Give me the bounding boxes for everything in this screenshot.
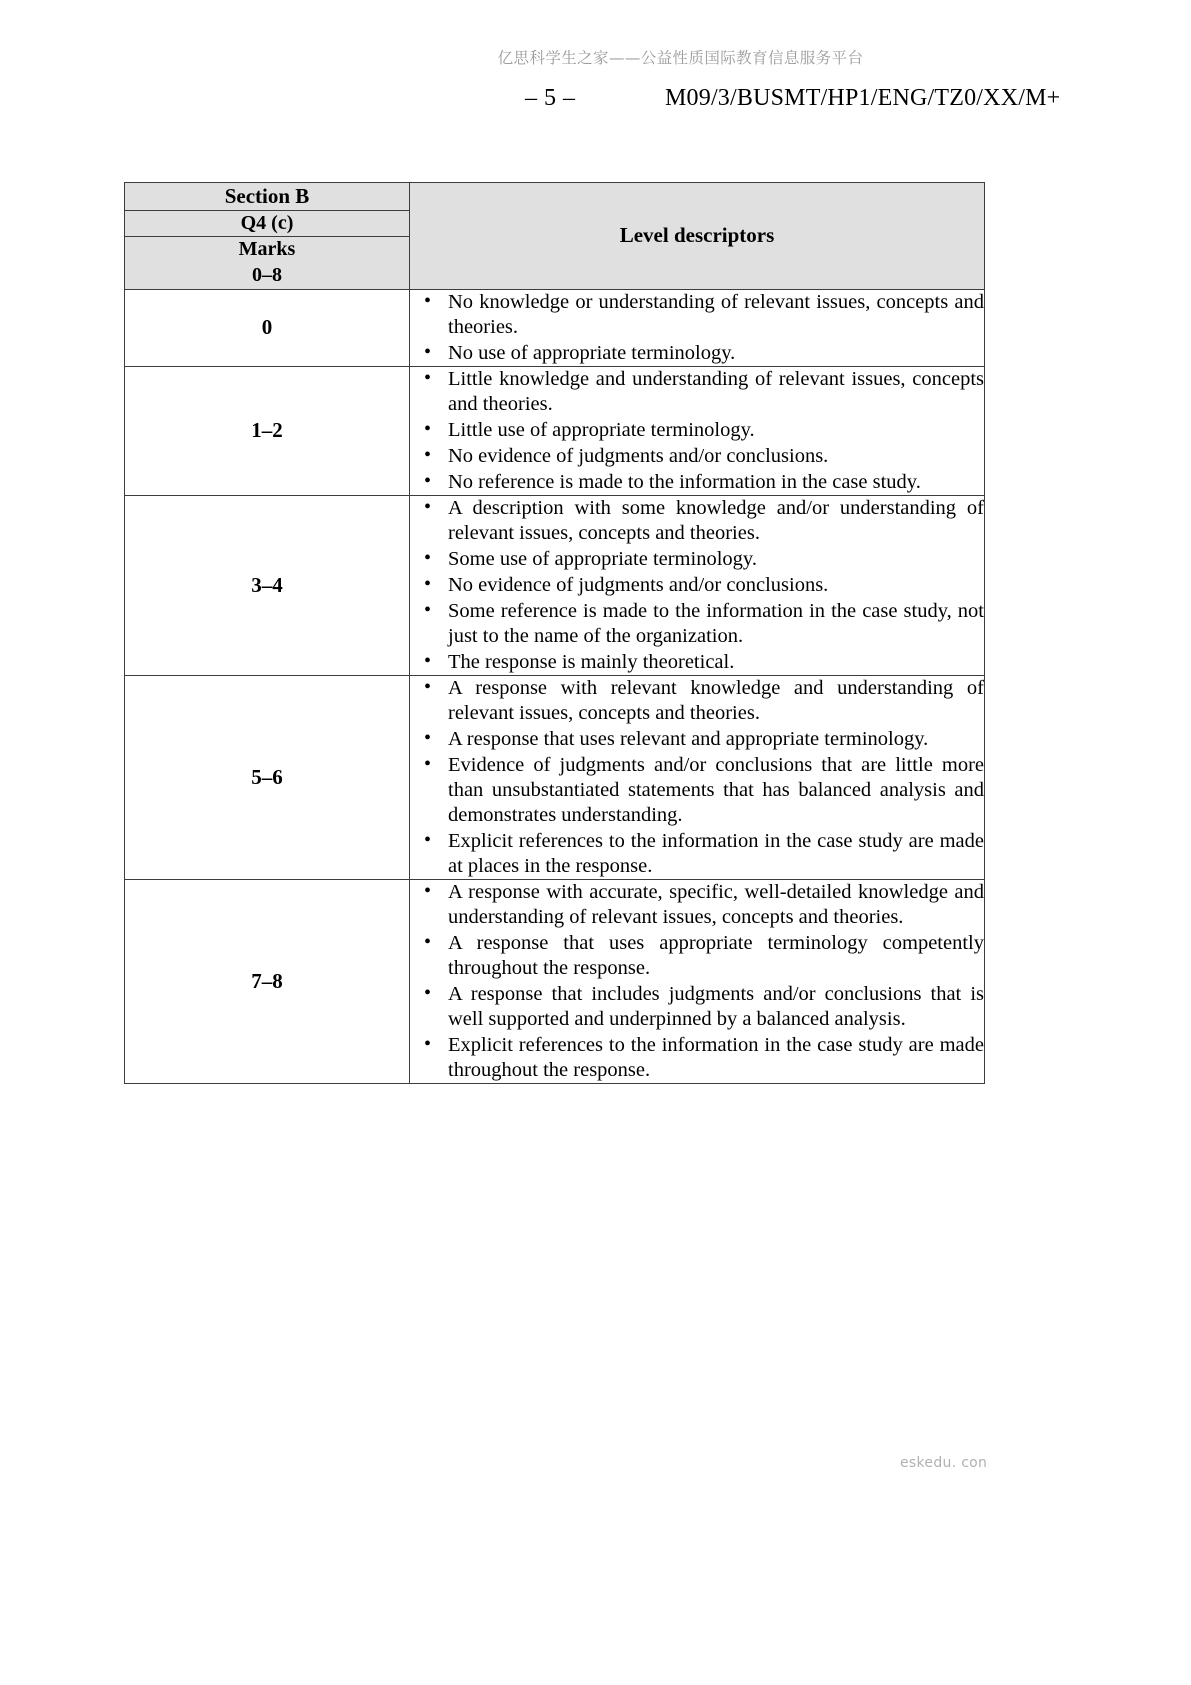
page-header [0, 85, 1191, 119]
list-item [410, 829, 984, 879]
list-item-text: • Explicit references to the information in the case study are made at places in the response. [448, 829, 984, 877]
marks-cell: 0 [125, 289, 410, 366]
question-header-cell: Q4 (c) [125, 210, 410, 237]
list-item [410, 1033, 984, 1083]
list-item-text: • A response with relevant knowledge and understanding of relevant issues, concepts and theories. [448, 676, 984, 724]
table-body [125, 183, 985, 1084]
list-item [410, 367, 984, 417]
list-item [410, 496, 984, 546]
list-item [410, 470, 984, 495]
list-item-text: • No evidence of judgments and/or conclusions. [448, 444, 829, 467]
section-header-cell: Section B [125, 183, 410, 211]
marks-cell: 3–4 [125, 495, 410, 675]
list-item-text: • A response with accurate, specific, well-detailed knowledge and understanding of relevant issues, concepts and theories. [448, 880, 984, 928]
descriptor-cell [410, 879, 985, 1083]
list-item-text: • Evidence of judgments and/or conclusions that are little more than unsubstantiated statements that has balanced analysis and demonstrates understanding. [448, 753, 984, 826]
list-item-text: • A response that includes judgments and/or conclusions that is well supported and underpinned by a balanced analysis. [448, 982, 984, 1030]
descriptor-cell [410, 366, 985, 495]
descriptor-list [410, 496, 984, 675]
marks-header-range: 0–8 [252, 264, 282, 287]
list-item [410, 753, 984, 828]
list-item [410, 650, 984, 675]
list-item-text: • Some reference is made to the information in the case study, not just to the name of the organization. [448, 599, 984, 647]
table-row [125, 495, 985, 675]
list-item-text: • Some use of appropriate terminology. [448, 547, 757, 570]
list-item-text: • A response that uses relevant and appropriate terminology. [448, 727, 929, 750]
marks-cell: 1–2 [125, 366, 410, 495]
list-item [410, 982, 984, 1032]
table-row [125, 675, 985, 879]
table-row [125, 366, 985, 495]
list-item [410, 547, 984, 572]
descriptor-list [410, 676, 984, 879]
list-item [410, 676, 984, 726]
list-item [410, 573, 984, 598]
list-item-text: • A description with some knowledge and/or understanding of relevant issues, concepts and theories. [448, 496, 984, 544]
table-header-row-section [125, 183, 985, 211]
descriptor-list [410, 290, 984, 366]
list-item [410, 931, 984, 981]
list-item [410, 290, 984, 340]
marks-header-label: Marks [238, 238, 296, 261]
marks-header-cell [125, 237, 410, 289]
paper-code: M09/3/BUSMT/HP1/ENG/TZ0/XX/M+ [665, 85, 1061, 111]
list-item [410, 444, 984, 469]
descriptor-list [410, 367, 984, 495]
list-item-text: • Explicit references to the information in the case study are made throughout the response. [448, 1033, 984, 1081]
descriptor-list [410, 880, 984, 1083]
list-item-text: • No evidence of judgments and/or conclusions. [448, 573, 829, 596]
list-item [410, 599, 984, 649]
marks-cell: 5–6 [125, 675, 410, 879]
descriptor-cell [410, 289, 985, 366]
level-descriptors-header-cell: Level descriptors [410, 183, 985, 290]
list-item-text: • A response that uses appropriate terminology competently throughout the response. [448, 931, 984, 979]
table-row [125, 289, 985, 366]
list-item-text: • No reference is made to the information in the case study. [448, 470, 921, 493]
footer-watermark: eskedu. con [900, 1455, 988, 1471]
marks-cell: 7–8 [125, 879, 410, 1083]
list-item-text: • Little knowledge and understanding of relevant issues, concepts and theories. [448, 367, 984, 415]
list-item-text: • The response is mainly theoretical. [448, 650, 735, 673]
list-item [410, 880, 984, 930]
page-number: – 5 – [525, 85, 576, 111]
list-item [410, 727, 984, 752]
list-item-text: • No use of appropriate terminology. [448, 341, 736, 364]
table-row [125, 879, 985, 1083]
site-watermark: 亿思科学生之家——公益性质国际教育信息服务平台 [497, 49, 864, 67]
list-item-text: • Little use of appropriate terminology. [448, 418, 755, 441]
list-item-text: • No knowledge or understanding of relevant issues, concepts and theories. [448, 290, 984, 338]
descriptor-cell [410, 675, 985, 879]
list-item [410, 418, 984, 443]
list-item [410, 341, 984, 366]
descriptor-cell [410, 495, 985, 675]
markscheme-table [124, 182, 985, 1084]
